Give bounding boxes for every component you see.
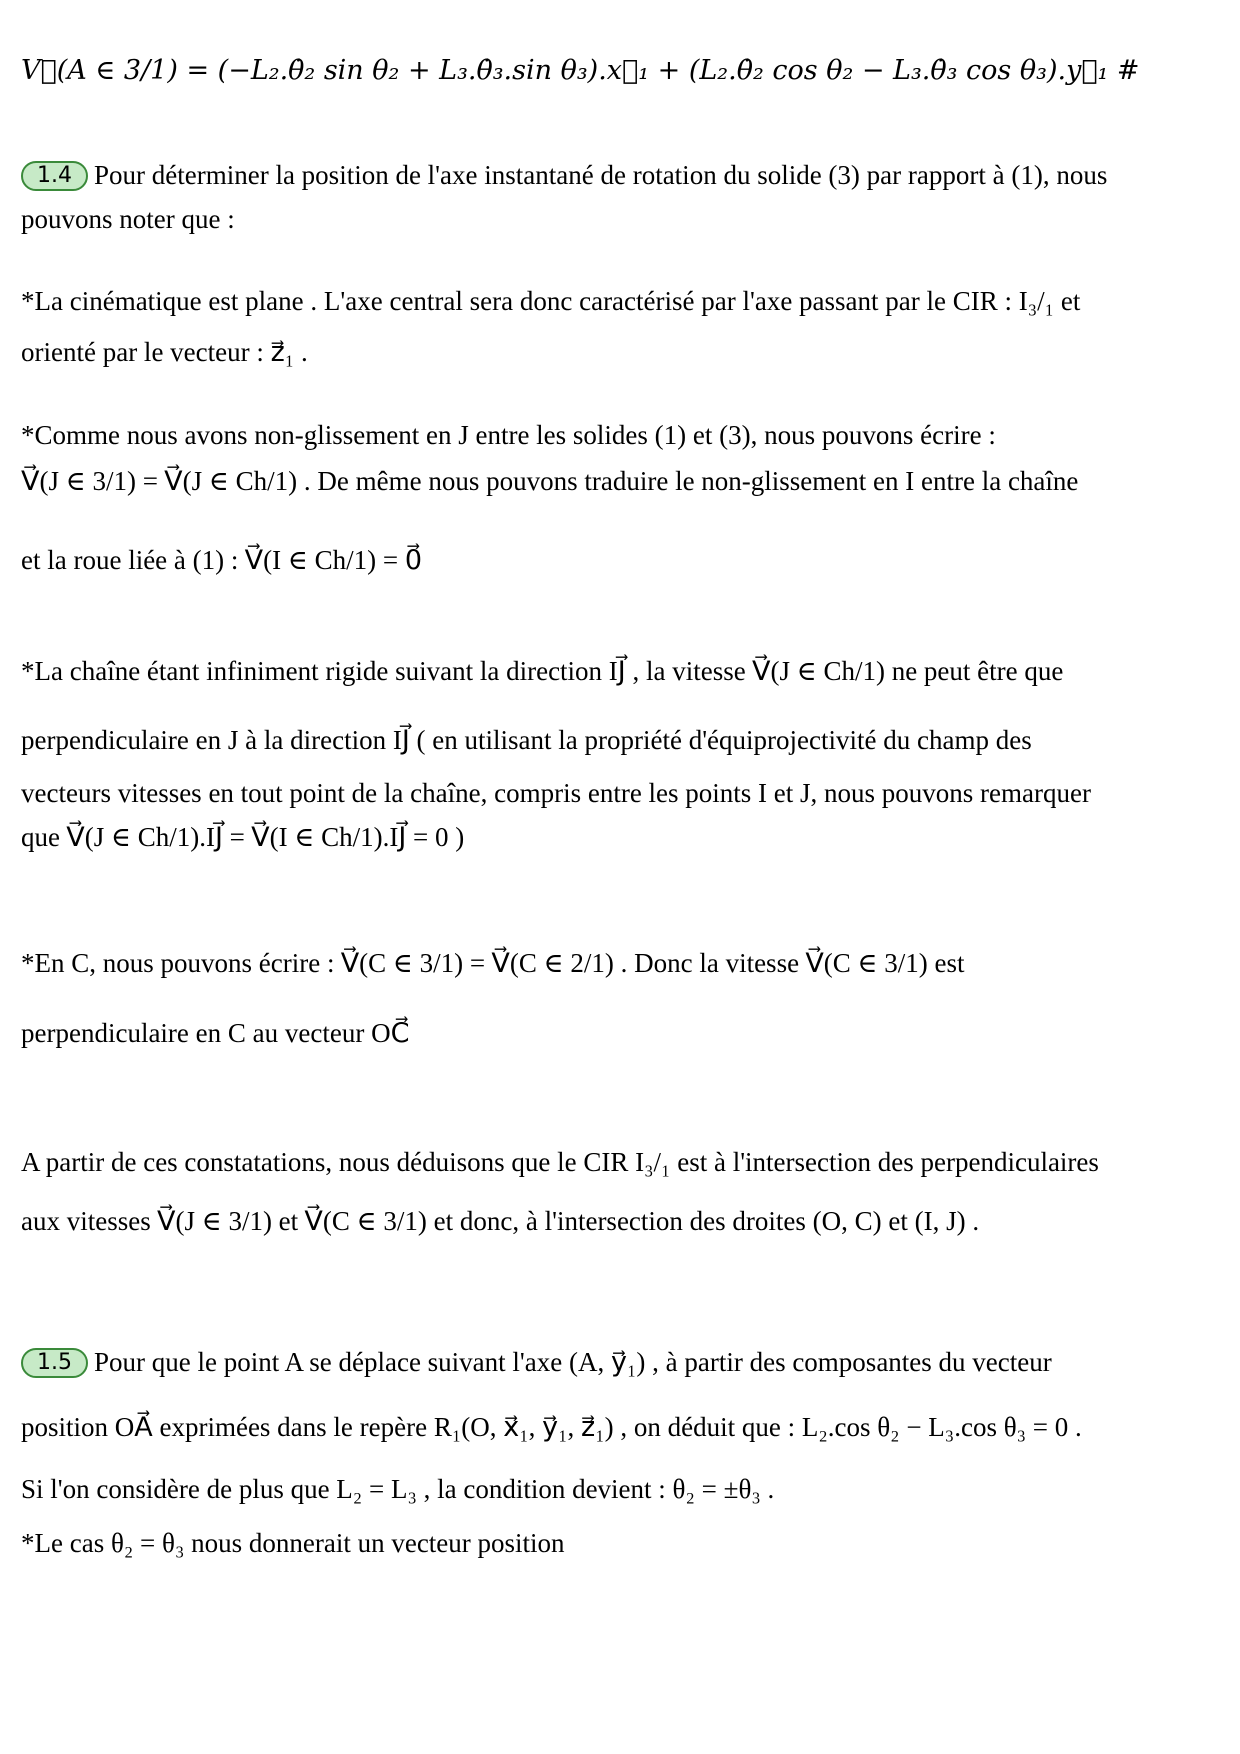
bullet-chaine-line-1 — [21, 653, 1221, 689]
text: V⃗(J ∈ 3/1) = V⃗(J ∈ Ch/1) . De même nous pouvons traduire le non-glissement en I entre la chaîne — [21, 466, 1079, 496]
section-badge-1-4: 1.4 — [21, 161, 88, 191]
text: *Comme nous avons non-glissement en J entre les solides (1) et (3), nous pouvons écrire : — [21, 420, 996, 450]
paragraph-1-5-line-1 — [21, 1344, 1221, 1380]
text: perpendiculaire en J à la direction IJ⃗ ( en utilisant la propriété d'équiprojectivité du champ des — [21, 725, 1032, 755]
text: orienté par le vecteur : z⃗₁ . — [21, 337, 308, 367]
text: vecteurs vitesses en tout point de la chaîne, compris entre les points I et J, nous pouvons remarquer — [21, 778, 1091, 808]
bullet-chaine-line-4 — [21, 819, 1221, 855]
bullet-chaine-line-3 — [21, 775, 1221, 811]
text: *En C, nous pouvons écrire : V⃗(C ∈ 3/1) = V⃗(C ∈ 2/1) . Donc la vitesse V⃗(C ∈ 3/1) est — [21, 948, 965, 978]
paragraph-1-5-line-2 — [21, 1409, 1221, 1445]
bullet-point-C-line-1 — [21, 945, 1221, 981]
paragraph-1-4-line-1 — [21, 157, 1221, 193]
text: Si l'on considère de plus que L₂ = L₃ , la condition devient : θ₂ = ±θ₃ . — [21, 1474, 775, 1504]
text: A partir de ces constatations, nous déduisons que le CIR I₃/₁ est à l'intersection des perpendiculaires — [21, 1147, 1099, 1177]
text: *Le cas θ₂ = θ₃ nous donnerait un vecteur position — [21, 1528, 565, 1558]
paragraph-1-5-line-3 — [21, 1471, 1221, 1507]
bullet-cinematique-line-1 — [21, 283, 1221, 319]
paragraph-1-4-line-2 — [21, 201, 1221, 237]
text: position OA⃗ exprimées dans le repère R₁(O, x⃗₁, y⃗₁, z⃗₁) , on déduit que : L₂.cos θ₂ − L₃.cos θ₃ = 0 . — [21, 1412, 1082, 1442]
text: Pour déterminer la position de l'axe instantané de rotation du solide (3) par rapport à (1), nous — [94, 160, 1108, 190]
conclusion-line-1 — [21, 1144, 1221, 1180]
bullet-non-glissement-line-1 — [21, 417, 1221, 453]
text: *La chaîne étant infiniment rigide suivant la direction IJ⃗ , la vitesse V⃗(J ∈ Ch/1) ne peut être que — [21, 656, 1064, 686]
text: et la roue liée à (1) : V⃗(I ∈ Ch/1) = 0⃗ — [21, 545, 422, 575]
bullet-point-C-line-2 — [21, 1015, 1221, 1051]
text: aux vitesses V⃗(J ∈ 3/1) et V⃗(C ∈ 3/1) et donc, à l'intersection des droites (O, C) et (I, J) . — [21, 1206, 980, 1236]
equation-velocity-A — [21, 52, 1221, 89]
text: que V⃗(J ∈ Ch/1).IJ⃗ = V⃗(I ∈ Ch/1).IJ⃗ = 0 ) — [21, 822, 465, 852]
text: *La cinématique est plane . L'axe central sera donc caractérisé par l'axe passant par le CIR : I₃/₁ et — [21, 286, 1081, 316]
section-badge-1-5: 1.5 — [21, 1348, 88, 1378]
text: Pour que le point A se déplace suivant l'axe (A, y⃗₁) , à partir des composantes du vecteur — [94, 1347, 1052, 1377]
bullet-chaine-line-2 — [21, 722, 1221, 758]
text: pouvons noter que : — [21, 204, 235, 234]
text: perpendiculaire en C au vecteur OC⃗ — [21, 1018, 410, 1048]
paragraph-1-5-line-4 — [21, 1525, 1221, 1561]
equation-text: V⃗(A ∈ 3/1) = (−L₂.θ̇₂ sin θ₂ + L₃.θ̇₃.sin θ₃).x⃗₁ + (L₂.θ̇₂ cos θ₂ − L₃.θ̇₃ cos θ₃).y⃗₁ # — [21, 55, 1140, 86]
conclusion-line-2 — [21, 1203, 1221, 1239]
bullet-non-glissement-line-3 — [21, 542, 1221, 578]
bullet-cinematique-line-2 — [21, 334, 1221, 370]
bullet-non-glissement-line-2 — [21, 463, 1221, 499]
